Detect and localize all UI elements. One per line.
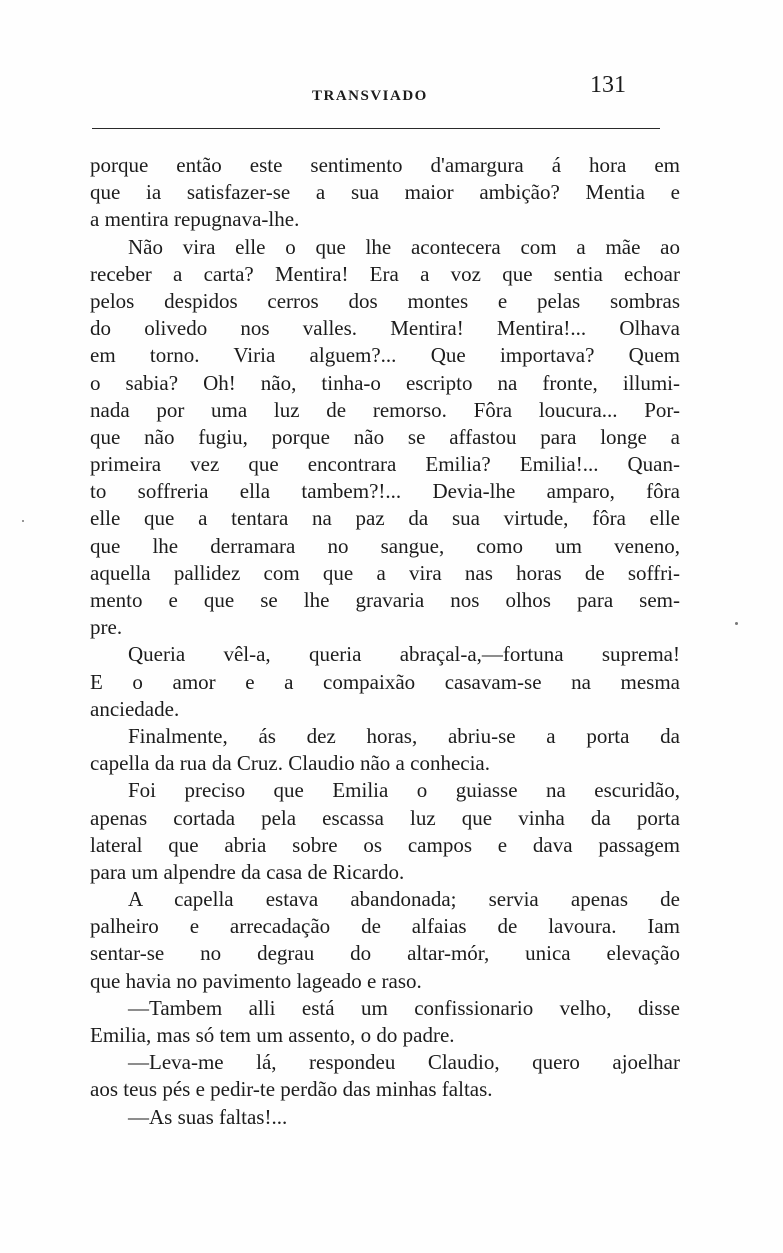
text-line: que lhe derramara no sangue, como um veneno,: [90, 533, 680, 558]
header-rule: [92, 128, 660, 129]
text-line: o sabia? Oh! não, tinha-o escripto na fronte, illumi-: [90, 370, 680, 395]
text-line: A capella estava abandonada; servia apenas de: [128, 887, 680, 912]
text-line: sentar-se no degrau do altar-mór, unica elevação: [90, 941, 680, 966]
paper-speck: [22, 520, 24, 522]
text-line: a mentira repugnava-lhe.: [90, 207, 300, 232]
running-title: TRANSVIADO: [312, 88, 428, 104]
text-line: to soffreria ella tambem?!... Devia-lhe amparo, fôra: [90, 479, 680, 504]
text-line: receber a carta? Mentira! Era a voz que sentia echoar: [90, 261, 680, 286]
text-line: palheiro e arrecadação de alfaias de lavoura. Iam: [90, 914, 680, 939]
text-line: aos teus pés e pedir-te perdão das minhas faltas.: [90, 1077, 493, 1102]
text-line: —As suas faltas!...: [128, 1104, 288, 1129]
text-line: Finalmente, ás dez horas, abriu-se a porta da: [128, 723, 680, 748]
text-line: do olivedo nos valles. Mentira! Mentira!... Olhava: [90, 316, 680, 341]
text-line: Não vira elle o que lhe acontecera com a mãe ao: [128, 234, 680, 259]
text-line: lateral que abria sobre os campos e dava passagem: [90, 832, 680, 857]
text-line: —Leva-me lá, respondeu Claudio, quero ajoelhar: [128, 1050, 680, 1075]
text-line: Queria vêl-a, queria abraçal-a,—fortuna suprema!: [128, 642, 680, 667]
text-line: que havia no pavimento lageado e raso.: [90, 968, 422, 993]
text-line: pelos despidos cerros dos montes e pelas sombras: [90, 288, 680, 313]
body-text: [90, 152, 680, 1131]
page-number: 131: [590, 72, 626, 98]
text-line: anciedade.: [90, 696, 180, 721]
text-line: primeira vez que encontrara Emilia? Emilia!... Quan-: [90, 452, 680, 477]
text-line: —Tambem alli está um confissionario velho, disse: [128, 995, 680, 1020]
text-line: capella da rua da Cruz. Claudio não a conhecia.: [90, 751, 490, 776]
text-line: nada por uma luz de remorso. Fôra loucura... Por-: [90, 397, 680, 422]
paper-speck: [735, 622, 738, 625]
text-line: apenas cortada pela escassa luz que vinha da porta: [90, 805, 680, 830]
text-line: pre.: [90, 615, 123, 640]
text-line: em torno. Viria alguem?... Que importava? Quem: [90, 343, 680, 368]
text-line: para um alpendre da casa de Ricardo.: [90, 859, 405, 884]
text-line: que ia satisfazer-se a sua maior ambição? Mentia e: [90, 180, 680, 205]
text-line: E o amor e a compaixão casavam-se na mesma: [90, 669, 680, 694]
text-line: Foi preciso que Emilia o guiasse na escuridão,: [128, 778, 680, 803]
text-line: elle que a tentara na paz da sua virtude, fôra elle: [90, 506, 680, 531]
text-line: Emilia, mas só tem um assento, o do padre.: [90, 1023, 455, 1047]
text-line: que não fugiu, porque não se affastou para longe a: [90, 424, 680, 449]
text-line: mento e que se lhe gravaria nos olhos para sem-: [90, 588, 680, 612]
text-line: aquella pallidez com que a vira nas horas de soffri-: [90, 560, 680, 585]
text-line: porque então este sentimento d'amargura á hora em: [90, 153, 680, 177]
